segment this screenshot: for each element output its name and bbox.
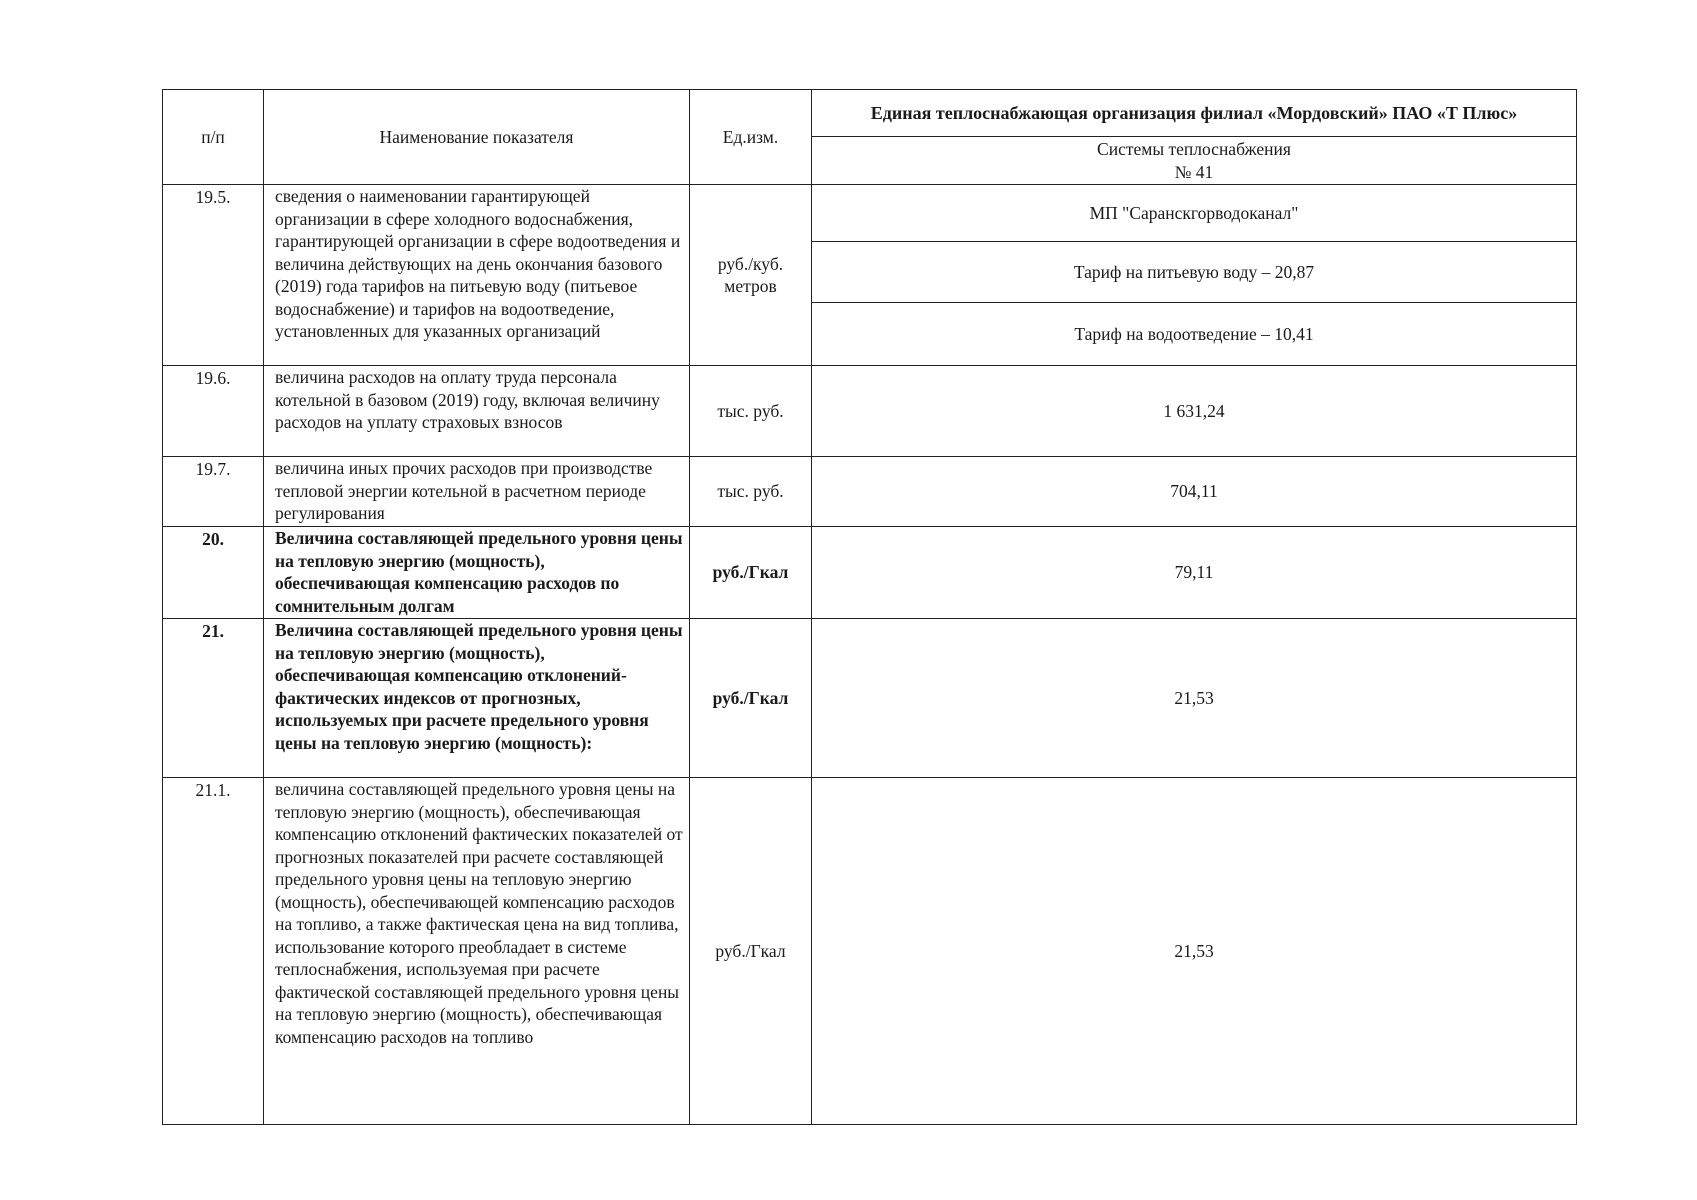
header-system-label: Системы теплоснабжения: [1097, 139, 1291, 159]
row-name: величина составляющей предельного уровня цены на тепловую энергию (мощность), обеспечивающая компенсацию отклонений фактических показателей от прогнозных показателей при расчете составляющей предельного уровня цены на тепловую энергию (мощность), обеспечивающей компенсацию расходов на топливо, а также фактическая цена на вид топлива, использование которого преобладает в системе теплоснабжения, используемая при расчете фактической составляющей предельного уровня цены на тепловую энергию (мощность), обеспечивающая компенсацию расходов на топливо: [264, 778, 690, 1125]
row-unit-line: руб./куб.: [717, 253, 784, 274]
row-value: 21,53: [812, 778, 1577, 1125]
row-number: 19.6.: [163, 366, 264, 457]
row-number: 21.1.: [163, 778, 264, 1125]
row-value: 1 631,24: [812, 366, 1577, 457]
table-row: [163, 366, 1577, 457]
row-name: Величина составляющей предельного уровня цены на тепловую энергию (мощность), обеспечивающая компенсацию расходов по сомнительным долгам: [264, 527, 690, 619]
header-unit: Ед.изм.: [690, 90, 812, 185]
row-value: МП "Саранскгорводоканал": [812, 185, 1577, 242]
row-value: Тариф на водоотведение – 10,41: [812, 303, 1577, 366]
row-value: Тариф на питьевую воду – 20,87: [812, 242, 1577, 303]
header-name: Наименование показателя: [264, 90, 690, 185]
row-value: 704,11: [812, 457, 1577, 527]
row-unit: тыс. руб.: [690, 366, 812, 457]
table-row: [163, 619, 1577, 778]
header-organization: Единая теплоснабжающая организация филиал «Мордовский» ПАО «Т Плюс»: [812, 90, 1577, 137]
table-row: [163, 185, 1577, 242]
header-num: п/п: [163, 90, 264, 185]
tariff-table: [162, 89, 1577, 1125]
table-row: [163, 457, 1577, 527]
row-number: 20.: [163, 527, 264, 619]
row-number: 19.7.: [163, 457, 264, 527]
row-unit: руб./Гкал: [690, 619, 812, 778]
row-unit-line: метров: [724, 276, 777, 296]
header-system-number: № 41: [1174, 161, 1214, 182]
row-name: величина расходов на оплату труда персонала котельной в базовом (2019) году, включая величину расходов на уплату страховых взносов: [264, 366, 690, 457]
table-row: [163, 778, 1577, 1125]
row-unit: тыс. руб.: [690, 457, 812, 527]
row-unit: [690, 185, 812, 366]
row-name: Величина составляющей предельного уровня цены на тепловую энергию (мощность), обеспечивающая компенсацию отклонений-фактических индексов от прогнозных, используемых при расчете предельного уровня цены на тепловую энергию (мощность):: [264, 619, 690, 778]
table-row: [163, 527, 1577, 619]
row-unit: руб./Гкал: [690, 527, 812, 619]
row-name: величина иных прочих расходов при производстве тепловой энергии котельной в расчетном периоде регулирования: [264, 457, 690, 527]
row-number: 19.5.: [163, 185, 264, 366]
row-number: 21.: [163, 619, 264, 778]
header-row: [163, 90, 1577, 137]
row-value: 21,53: [812, 619, 1577, 778]
row-unit: руб./Гкал: [690, 778, 812, 1125]
row-value: 79,11: [812, 527, 1577, 619]
header-system: [812, 137, 1577, 185]
row-name: сведения о наименовании гарантирующей организации в сфере холодного водоснабжения, гарантирующей организации в сфере водоотведения и величина действующих на день окончания базового (2019) года тарифов на питьевую воду (питьевое водоснабжение) и тарифов на водоотведение, установленных для указанных организаций: [264, 185, 690, 366]
